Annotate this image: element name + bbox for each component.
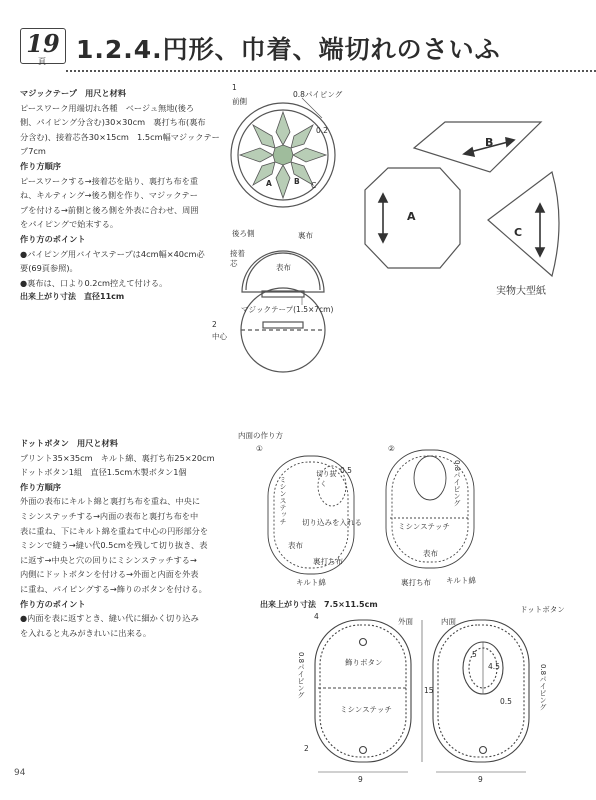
piping-label: 0.8パイピング [293, 90, 343, 99]
stitch-label: ミシンステッチ [398, 522, 450, 531]
materials-line: プリント35×35cm キルト綿、裏打ち布25×20cm [20, 452, 215, 463]
step-num-4: 4 [314, 612, 319, 621]
method-line: ピースワークする→接着芯を貼り、裏打ち布を重 [20, 175, 199, 186]
materials-line: ドットボタン1組 直径1.5cm木製ボタン1個 [20, 467, 187, 478]
full-size-label: 実物大型紙 [496, 286, 546, 297]
outer-face-shape [315, 620, 411, 762]
dim-05-b: 0.5 [500, 697, 512, 706]
method-line: に重ね、パイピングする→飾りのボタンを付ける。 [20, 583, 207, 594]
page-badge: 19 [20, 28, 66, 64]
section-b-text [20, 436, 240, 640]
dim-15: 15 [424, 686, 434, 695]
points-line: ●パイピング用バイヤステープは4cm幅×40cm必 [20, 248, 205, 259]
page-title: 1.2.4.円形、巾着、端切れのさいふ [76, 35, 501, 64]
inner-face-heading: 内面の作り方 [238, 431, 283, 440]
method-line: をパイピングで始末する。 [20, 219, 119, 230]
batting-label-2: キルト綿 [446, 576, 476, 585]
outer-fabric-label-2: 表布 [423, 549, 438, 558]
inner-face-shape [433, 620, 529, 762]
backing-label-2: 裏打ち布 [401, 578, 431, 587]
stitch-label-vertical: ミシンステッチ [279, 476, 287, 525]
dim-5: 5 [472, 650, 477, 659]
finished-size: 出来上がり寸法 7.5×11.5cm [260, 600, 378, 609]
dim-2: 2 [212, 320, 217, 329]
front-label: 前側 [232, 97, 247, 106]
method-line: プを付ける→前側と後ろ側を外表に合わせ、周囲 [20, 204, 199, 215]
back-label: 後ろ側 [232, 229, 255, 238]
piping-label-left: 0.8パイピング [297, 652, 305, 699]
materials-heading: マジックテープ 用尺と材料 [20, 88, 127, 98]
step-2: ② [388, 444, 395, 453]
dim-2-b: 2 [304, 744, 309, 753]
points-heading: 作り方のポイント [20, 598, 86, 609]
dim-9-right: 9 [478, 775, 483, 784]
method-line: ね、キルティング→後ろ側を作り、マジックテー [20, 190, 198, 201]
points-line: ●内面を表に返すとき、縫い代に細かく切り込み [20, 613, 199, 624]
points-line: ●裏布は、口より0.2cm控えて付ける。 [20, 277, 168, 288]
lining-label: 裏布 [298, 231, 313, 240]
backing-label: 裏打ち布 [313, 557, 343, 566]
star-piece-b: B [294, 177, 300, 186]
method-line: ミシンで縫う→縫い代0.5cmを残して切り抜き、表 [20, 540, 208, 551]
method-heading: 作り方順序 [20, 481, 61, 492]
inner-face-label: 内面 [441, 617, 456, 626]
deco-button [360, 639, 367, 646]
stitch-label-bottom: ミシンステッチ [340, 705, 392, 714]
star-piece-a: A [266, 179, 272, 188]
page-badge-sub: 頁 [38, 57, 46, 66]
points-line: 要(69頁参照)。 [20, 263, 78, 274]
page-number: 94 [14, 768, 26, 778]
method-line: ミシンステッチする→内面の表布と裏打ち布を中 [20, 510, 199, 521]
velcro-strip-2 [263, 322, 303, 328]
piece-b-label: B [485, 136, 494, 149]
finished-size: 出来上がり寸法 直径11cm [20, 292, 125, 302]
notch-label: 切り込みを入れる [302, 518, 362, 527]
piece-b-outline [414, 122, 541, 172]
star-piece-c: C [311, 181, 317, 190]
method-line: に返す→中央と穴の回りにミシンステッチする→ [20, 554, 197, 565]
dim-45: 4.5 [488, 662, 500, 671]
points-line: を入れると丸みがきれいに出来る。 [20, 627, 152, 638]
step-1: ① [256, 444, 263, 453]
dim-05: 0.5 [340, 466, 352, 475]
piece-c-outline [488, 172, 559, 276]
velcro-label: マジックテープ(1.5×7cm) [241, 305, 334, 314]
materials-line: 側、パイピング分含む)30×30cm 裏打ち布(裏布 [20, 117, 206, 128]
dim-02: 0.2 [316, 126, 328, 135]
deco-button-label: 飾りボタン [345, 658, 383, 667]
step-num-1: 1 [232, 83, 237, 92]
method-line: 内側にドットボタンを付ける→外面と内面を外表 [20, 569, 199, 580]
points-heading: 作り方のポイント [20, 233, 86, 244]
materials-line: 分含む)、接着芯各30×15cm 1.5cm幅マジックテー [20, 131, 220, 142]
cut-label-1: 切り抜 [316, 470, 337, 478]
outer-face-label: 外面 [398, 617, 413, 626]
method-line: 表に重ね、下にキルト綿を重ねて中心の円形部分を [20, 525, 209, 536]
piece-a-label: A [407, 210, 416, 223]
materials-heading: ドットボタン 用尺と材料 [20, 438, 118, 448]
interfacing-label-1: 接着 [230, 249, 245, 258]
step2-hole [414, 456, 446, 500]
outer-fabric-label: 表布 [276, 263, 291, 272]
piece-c-label: C [514, 226, 523, 239]
piping-label-right: 0.8パイピング [539, 664, 547, 711]
batting-label: キルト綿 [296, 578, 326, 587]
method-heading: 作り方順序 [20, 160, 61, 171]
center-label: 中心 [212, 332, 227, 341]
interfacing-label-2: 芯 [230, 259, 238, 268]
piping-label-vertical: 0.8パイピング [453, 460, 461, 507]
dot-button-label: ドットボタン [520, 605, 565, 614]
method-line: 外面の表布にキルト綿と裏打ち布を重ね、中央に [20, 496, 201, 507]
outer-fabric-label: 表布 [288, 541, 303, 550]
materials-line: プ7cm [20, 146, 46, 157]
dim-9-left: 9 [358, 775, 363, 784]
materials-line: ピースワーク用端切れ各種 ベージュ無地(後ろ [20, 102, 195, 113]
cut-label-2: く [320, 480, 327, 488]
